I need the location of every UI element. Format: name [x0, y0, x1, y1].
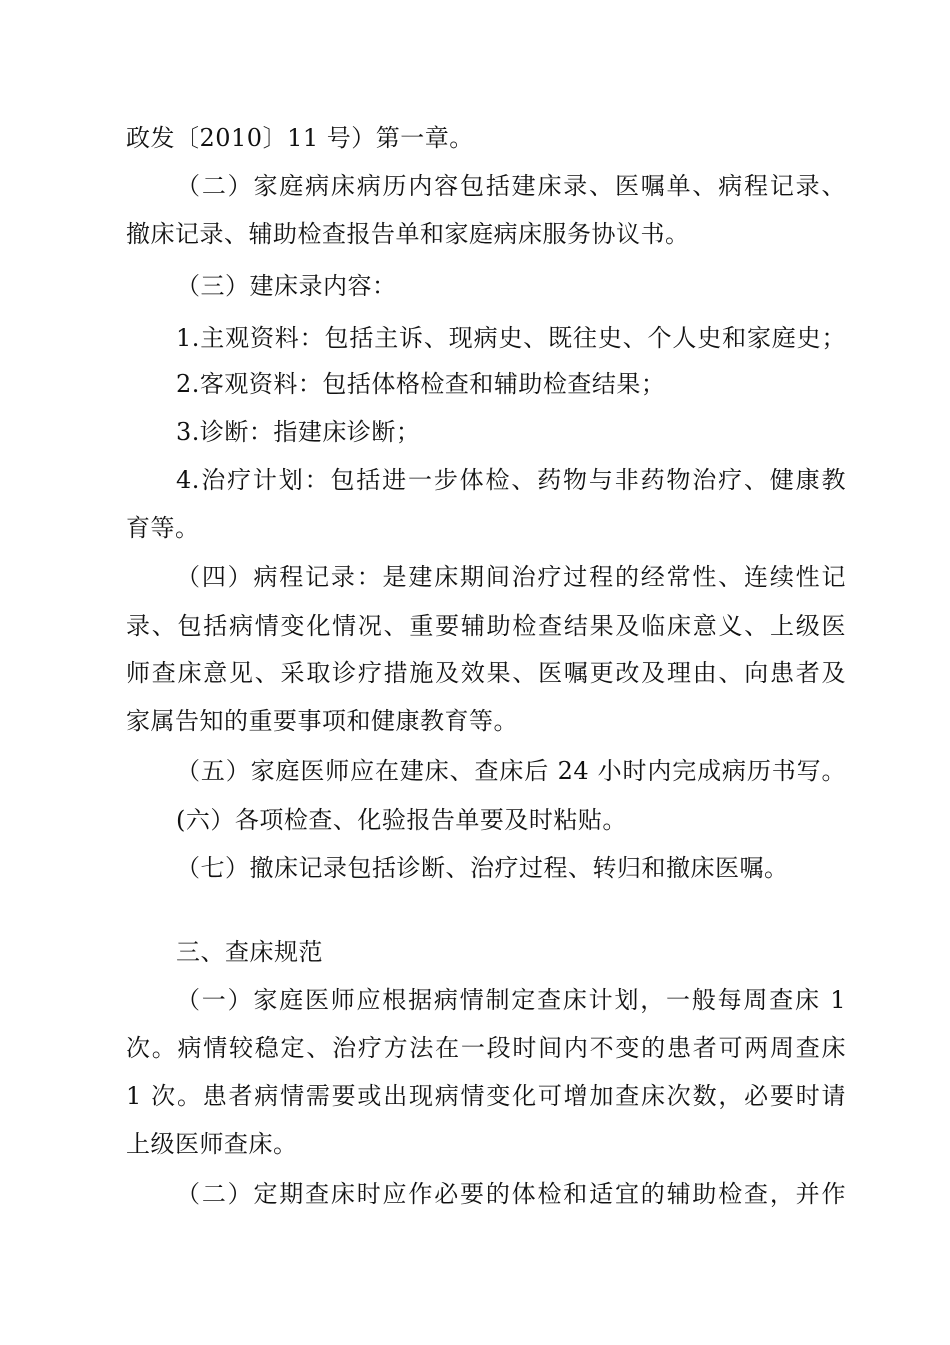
text-line-21: （二）定期查床时应作必要的体检和适宜的辅助检查，并作: [176, 1180, 846, 1208]
text-line-11: 录、包括病情变化情况、重要辅助检查结果及临床意义、上级医: [126, 612, 846, 640]
text-line-9: 育等。: [126, 514, 200, 542]
text-line-4: （三）建床录内容：: [176, 272, 397, 300]
text-line-14: （五）家庭医师应在建床、查床后 24 小时内完成病历书写。: [176, 757, 846, 785]
text-line-8: 4.治疗计划：包括进一步体检、药物与非药物治疗、健康教: [176, 466, 846, 494]
text-line-2: （二）家庭病床病历内容包括建床录、医嘱单、病程记录、: [176, 172, 846, 200]
text-line-12: 师查床意见、采取诊疗措施及效果、医嘱更改及理由、向患者及: [126, 659, 846, 687]
text-line-3: 撤床记录、辅助检查报告单和家庭病床服务协议书。: [126, 220, 690, 248]
text-line-13: 家属告知的重要事项和健康教育等。: [126, 707, 518, 735]
section-heading: 三、查床规范: [176, 938, 323, 966]
text-line-18: 次。病情较稳定、治疗方法在一段时间内不变的患者可两周查床: [126, 1034, 846, 1062]
text-line-16: （七）撤床记录包括诊断、治疗过程、转归和撤床医嘱。: [176, 854, 789, 882]
text-line-20: 上级医师查床。: [126, 1130, 298, 1158]
text-line-17: （一）家庭医师应根据病情制定查床计划，一般每周查床 1: [176, 986, 846, 1014]
text-line-1: 政发〔2010〕11 号）第一章。: [126, 124, 474, 152]
text-line-15: (六）各项检查、化验报告单要及时粘贴。: [176, 806, 627, 834]
text-line-19: 1 次。患者病情需要或出现病情变化可增加查床次数，必要时请: [126, 1082, 846, 1110]
text-line-5: 1.主观资料：包括主诉、现病史、既往史、个人史和家庭史；: [176, 324, 846, 352]
text-line-7: 3.诊断：指建床诊断；: [176, 418, 421, 446]
text-line-10: （四）病程记录：是建床期间治疗过程的经常性、连续性记: [176, 563, 846, 591]
text-line-6: 2.客观资料：包括体格检查和辅助检查结果；: [176, 370, 666, 398]
